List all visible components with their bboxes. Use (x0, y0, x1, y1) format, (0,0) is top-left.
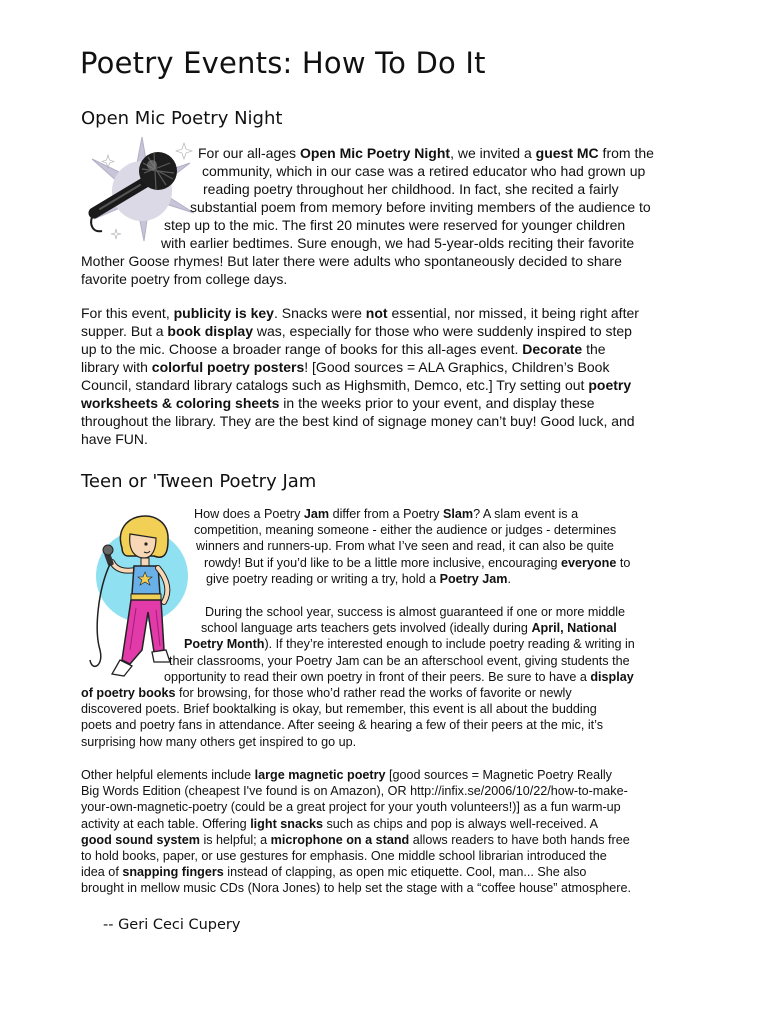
open-mic-paragraph-1 (81, 144, 701, 288)
bold-phrase: Open Mic Poetry Night (299, 145, 451, 161)
text-run: have FUN. (81, 431, 148, 447)
text-run: Big Words Edition (cheapest I've found is on Amazon), OR http://infix.se/2006/10/22/how-to-make- (81, 784, 628, 799)
text-run: supper. But a (81, 323, 168, 339)
bold-phrase: snapping fingers (122, 865, 224, 880)
text-run: Mother Goose rhymes! But later there were adults who spontaneously decided to share (81, 253, 622, 269)
bold-phrase: colorful poetry posters (151, 359, 305, 375)
bold-phrase: good sound system (81, 832, 200, 847)
text-run: During the school year, success is almost guaranteed if one or more middle (205, 605, 626, 619)
text-line (81, 832, 701, 848)
text-line (81, 848, 701, 864)
bold-phrase: Poetry Month (184, 637, 265, 652)
text-run: library with (81, 359, 152, 375)
poetry-jam-paragraph-3 (81, 767, 701, 897)
text-line (81, 653, 701, 669)
text-run: with earlier bedtimes. Sure enough, we had 5-year-olds reciting their favorite (161, 235, 635, 251)
section-heading-poetry-jam: Teen or 'Tween Poetry Jam (81, 471, 317, 492)
text-run: the (582, 341, 606, 357)
section-heading-open-mic: Open Mic Poetry Night (81, 108, 283, 129)
bold-phrase: not (365, 305, 388, 321)
bold-phrase: display (590, 669, 634, 684)
page-title: Poetry Events: How To Do It (80, 46, 486, 80)
text-run: ! [Good sources = ALA Graphics, Children’s Book (304, 359, 610, 375)
text-run: winners and runners-up. From what I’ve seen and read, it can also be quite (196, 539, 614, 554)
text-line (81, 322, 701, 340)
text-line (81, 270, 701, 288)
text-run: , we invited a (450, 145, 536, 161)
text-run: Other helpful elements include (81, 768, 255, 782)
text-run: their classrooms, your Poetry Jam can be an afterschool event, giving students the (169, 653, 630, 668)
text-line (81, 506, 701, 522)
text-run: ). If they’re interested enough to include poetry reading & writing in (264, 637, 635, 652)
text-run: was, especially for those who were suddenly inspired to step (252, 323, 632, 339)
author-signature: -- Geri Ceci Cupery (103, 917, 241, 933)
text-run: ? A slam event is a (473, 507, 579, 521)
text-line (81, 358, 701, 376)
bold-phrase: publicity is key (173, 305, 274, 321)
text-run: up to the mic. Choose a broader range of books for this all-ages event. (81, 341, 523, 357)
text-run: differ from a Poetry (329, 507, 443, 521)
text-run: discovered poets. Brief booktalking is okay, but remember, this event is all about the budding (81, 702, 597, 717)
text-line (81, 144, 701, 162)
text-line (81, 555, 701, 571)
bold-phrase: everyone (561, 555, 617, 570)
bold-phrase: book display (167, 323, 253, 339)
text-line (81, 799, 701, 815)
text-line (81, 394, 701, 412)
text-run: throughout the library. They are the best kind of signage money can’t buy! Good luck, and (81, 413, 635, 429)
text-run: school language arts teachers gets involved (ideally during (201, 621, 532, 636)
bold-phrase: Slam (442, 507, 474, 521)
text-run: such as chips and pop is always well-received. A (322, 816, 599, 831)
text-run: favorite poetry from college days. (81, 271, 288, 287)
text-run: to (616, 555, 631, 570)
text-run: poets and poetry fans in attendance. After seeing & hearing a few of their peers at the mic, it’s (81, 718, 604, 733)
text-run: to hold books, paper, or use gestures for emphasis. One middle school librarian introduced the (81, 849, 607, 864)
text-run: is helpful; a (199, 832, 271, 847)
text-line (81, 376, 701, 394)
text-run: reading poetry throughout her childhood. In fact, she recited a fairly (203, 181, 619, 197)
text-line (81, 685, 701, 701)
text-run: Council, standard library catalogs such as Highsmith, Demco, etc.] Try setting out (81, 377, 589, 393)
text-line (81, 162, 701, 180)
text-run: brought in mellow music CDs (Nora Jones) to help set the stage with a “coffee house” atmosphere. (81, 881, 631, 896)
bold-phrase: worksheets & coloring sheets (81, 395, 280, 411)
text-line (81, 571, 701, 587)
text-run: . (507, 571, 511, 586)
text-line (81, 430, 701, 448)
poetry-jam-paragraph-2 (81, 604, 701, 750)
bold-phrase: April, National (531, 621, 617, 636)
text-run: rowdy! But if you’d like to be a little more inclusive, encouraging (204, 555, 562, 570)
text-run: For this event, (81, 305, 174, 321)
bold-phrase: Decorate (522, 341, 583, 357)
text-run: surprising how many others get inspired to go up. (81, 734, 357, 749)
text-line (81, 180, 701, 198)
text-run: allows readers to have both hands free (409, 832, 630, 847)
text-line (81, 783, 701, 799)
text-run: essential, nor missed, it being right after (387, 305, 639, 321)
text-run: in the weeks prior to your event, and display these (279, 395, 595, 411)
text-line (81, 604, 701, 620)
text-line (81, 412, 701, 430)
text-line (81, 234, 701, 252)
text-line (81, 340, 701, 358)
text-run: from the (598, 145, 654, 161)
text-line (81, 864, 701, 880)
bold-phrase: light snacks (250, 816, 323, 831)
text-run: give poetry reading or writing a try, hold a (206, 571, 440, 586)
text-run: your-own-magnetic-poetry (could be a great project for your youth volunteers!)] as a fun warm-up (81, 800, 621, 815)
text-run: competition, meaning someone - either the audience or judges - determines (194, 523, 617, 538)
text-line (81, 701, 701, 717)
text-line (81, 816, 701, 832)
bold-phrase: microphone on a stand (270, 832, 410, 847)
text-line (81, 717, 701, 733)
text-run: community, which in our case was a retired educator who had grown up (202, 163, 646, 179)
text-run: instead of clapping, as open mic etiquette. Cool, man... She also (223, 865, 587, 880)
text-line (81, 538, 701, 554)
text-line (81, 734, 701, 750)
bold-phrase: of poetry books (81, 686, 176, 701)
bold-phrase: Jam (303, 507, 330, 521)
text-run: activity at each table. Offering (81, 816, 251, 831)
text-run: . Snacks were (273, 305, 366, 321)
poetry-jam-paragraph-1 (81, 506, 701, 587)
text-line (81, 669, 701, 685)
text-run: [good sources = Magnetic Poetry Really (385, 768, 612, 782)
text-line (81, 252, 701, 270)
bold-phrase: large magnetic poetry (254, 768, 386, 782)
text-run: step up to the mic. The first 20 minutes were reserved for younger children (164, 217, 626, 233)
text-line (81, 767, 701, 783)
text-run: opportunity to read their own poetry in front of their peers. Be sure to have a (164, 669, 591, 684)
text-line (81, 522, 701, 538)
text-line (81, 880, 701, 896)
text-run: for browsing, for those who’d rather read the works of favorite or newly (175, 686, 572, 701)
text-line (81, 620, 701, 636)
text-line (81, 636, 701, 652)
text-run: How does a Poetry (194, 507, 304, 521)
text-line (81, 216, 701, 234)
open-mic-paragraph-2 (81, 304, 701, 448)
text-line (81, 198, 701, 216)
text-line (81, 304, 701, 322)
text-run: substantial poem from memory before inviting members of the audience to (190, 199, 651, 215)
bold-phrase: guest MC (535, 145, 599, 161)
text-run: For our all-ages (198, 145, 300, 161)
text-run: idea of (81, 865, 123, 880)
bold-phrase: Poetry Jam (439, 571, 508, 586)
bold-phrase: poetry (588, 377, 632, 393)
